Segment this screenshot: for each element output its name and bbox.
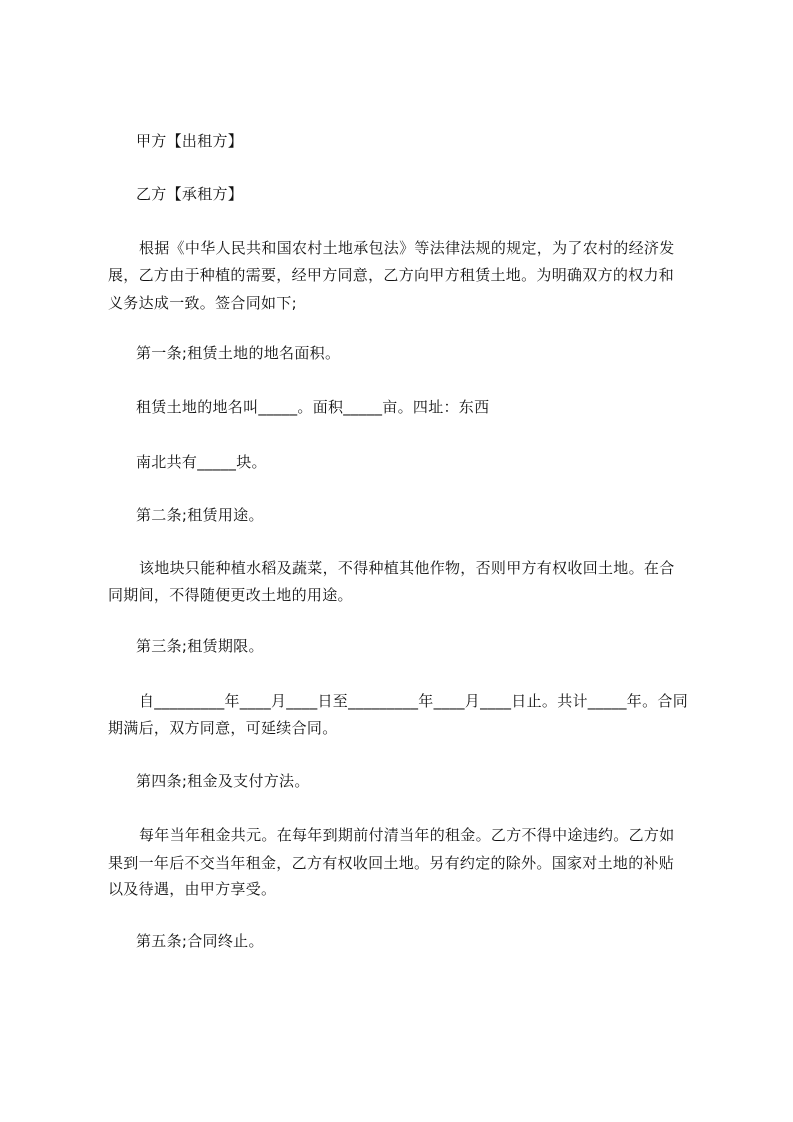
intro-line-3: 义务达成一致。签合同如下; <box>108 294 297 312</box>
party-b-label: 乙方【承租方】 <box>136 185 244 203</box>
article-1-title: 第一条;租赁土地的地名面积。 <box>136 344 341 362</box>
intro-line-2: 展，乙方由于种植的需要，经甲方同意，乙方向甲方租赁土地。为明确双方的权力和 <box>108 266 675 284</box>
article-3-line-1: 自_________年____月____日至_________年____月____日止。共计_____年。合同 <box>139 692 689 710</box>
article-4-line-3: 以及待遇，由甲方享受。 <box>108 880 277 898</box>
article-1-line-1: 租赁土地的地名叫_____。面积_____亩。四址：东西 <box>136 398 490 416</box>
article-4-line-2: 果到一年后不交当年租金，乙方有权收回土地。另有约定的除外。国家对土地的补贴 <box>108 854 675 872</box>
party-a-label: 甲方【出租方】 <box>136 132 244 150</box>
article-1-line-2: 南北共有_____块。 <box>136 453 267 471</box>
article-2-line-2: 同期间，不得随便更改土地的用途。 <box>108 586 353 604</box>
article-4-line-1: 每年当年租金共元。在每年到期前付清当年的租金。乙方不得中途违约。乙方如 <box>139 826 675 844</box>
article-4-title: 第四条;租金及支付方法。 <box>136 772 310 790</box>
article-2-line-1: 该地块只能种植水稻及蔬菜，不得种植其他作物，否则甲方有权收回土地。在合 <box>139 559 675 577</box>
intro-line-1: 根据《中华人民共和国农村土地承包法》等法律法规的规定，为了农村的经济发 <box>139 239 675 257</box>
article-3-title: 第三条;租赁期限。 <box>136 637 264 655</box>
article-3-line-2: 期满后，双方同意，可延续合同。 <box>108 719 338 737</box>
article-2-title: 第二条;租赁用途。 <box>136 506 264 524</box>
article-5-title: 第五条;合同终止。 <box>136 932 264 950</box>
